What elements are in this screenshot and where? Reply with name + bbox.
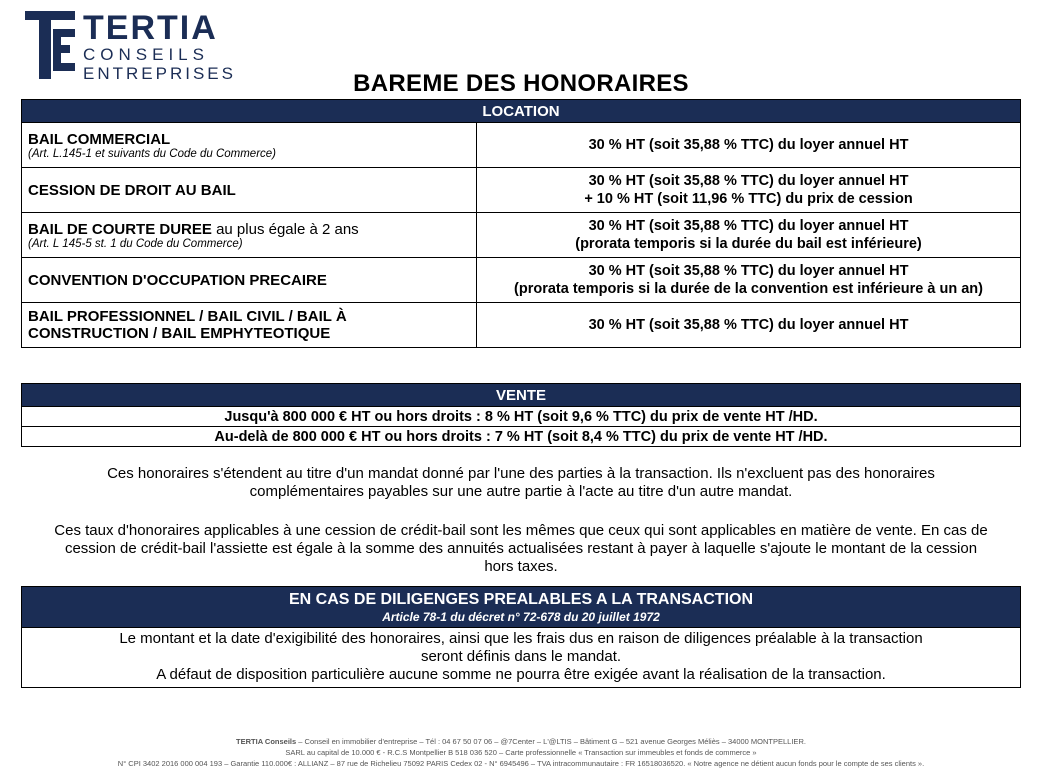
row-value [477, 168, 1021, 213]
row-label-bold: BAIL PROFESSIONNEL / BAIL CIVIL / BAIL À CONSTRUCTION / BAIL EMPHYTEOTIQUE [28, 308, 347, 342]
paragraph-mandat [30, 465, 1012, 501]
logo-line-1: TERTIA [83, 9, 218, 47]
row-label [22, 168, 477, 213]
paragraph-line: Ces taux d'honoraires applicables à une cession de crédit-bail sont les mêmes que ceux qui sont applicables en matière de vente. En cas de [54, 522, 988, 539]
row-label-bold: CESSION DE DROIT AU BAIL [28, 181, 236, 199]
diligences-table [21, 586, 1021, 688]
row-value-line-1: 30 % HT (soit 35,88 % TTC) du loyer annuel HT [588, 137, 909, 153]
vente-rate-1: Jusqu'à 800 000 € HT ou hors droits : 8 % HT (soit 9,6 % TTC) du prix de vente HT /HD. [22, 407, 1021, 427]
row-label-bold: BAIL COMMERCIAL [28, 130, 171, 148]
row-value [477, 258, 1021, 303]
row-value-line-2: (prorata temporis si la durée du bail est inférieure) [575, 236, 922, 252]
footer-line-1-rest: – Conseil en immobilier d'entreprise – Tél : 04 67 50 07 06 – @7Center – L'@LTIS – Bâtiment G – 521 avenue Georges Méliès – 34000 MONTPELLIER. [296, 737, 806, 746]
page-title: BAREME DES HONORAIRES [353, 70, 689, 97]
paragraph-line: Ces honoraires s'étendent au titre d'un mandat donné par l'une des parties à la transaction. Ils n'excluent pas des honoraires [107, 465, 935, 482]
diligences-header [22, 587, 1021, 628]
row-label-bold: CONVENTION D'OCCUPATION PRECAIRE [28, 271, 327, 289]
row-value-line-1: 30 % HT (soit 35,88 % TTC) du loyer annuel HT [588, 263, 909, 279]
row-value-line-1: 30 % HT (soit 35,88 % TTC) du loyer annuel HT [588, 173, 909, 189]
row-reference: (Art. L.145-1 et suivants du Code du Commerce) [28, 147, 277, 160]
diligences-subtitle: Article 78-1 du décret n° 72-678 du 20 juillet 1972 [382, 610, 660, 624]
paragraph-line: complémentaires payables sur une autre partie à l'acte au titre d'un autre mandat. [249, 483, 793, 500]
row-value [477, 303, 1021, 348]
table-row [22, 123, 1021, 168]
row-label [22, 258, 477, 303]
row-value-line-2: + 10 % HT (soit 11,96 % TTC) du prix de cession [584, 191, 913, 207]
diligences-title: EN CAS DE DILIGENGES PREALABLES A LA TRANSACTION [288, 591, 754, 608]
paragraph-line: hors taxes. [484, 558, 558, 575]
table-row [22, 168, 1021, 213]
paragraph-credit-bail [30, 522, 1012, 576]
paragraph-line: cession de crédit-bail l'assiette est égale à la somme des annuités actualisées restant à payer à laquelle s'ajoute le montant de la cession [64, 540, 978, 557]
row-value-line-1: 30 % HT (soit 35,88 % TTC) du loyer annuel HT [588, 317, 909, 333]
vente-table [21, 383, 1021, 447]
footer-line-2: SARL au capital de 10.000 € - R.C.S Montpellier B 518 036 520 – Carte professionnelle « Transaction sur immeubles et fonds de commerce » [285, 748, 757, 757]
row-label [22, 303, 477, 348]
footer-line-1 [0, 736, 1042, 747]
diligences-body [22, 628, 1021, 688]
location-header: LOCATION [22, 100, 1021, 123]
table-row [22, 213, 1021, 258]
logo-line-3: ENTREPRISES [83, 64, 236, 83]
table-row [22, 407, 1021, 427]
row-value [477, 213, 1021, 258]
row-value [477, 123, 1021, 168]
table-row [22, 303, 1021, 348]
row-reference: (Art. L 145-5 st. 1 du Code du Commerce) [28, 237, 243, 250]
row-label [22, 123, 477, 168]
row-label-rest: au plus égale à 2 ans [211, 220, 359, 238]
page-footer [0, 736, 1042, 769]
diligences-line: Le montant et la date d'exigibilité des honoraires, ainsi que les frais dus en raison de diligences préalable à la transaction [119, 630, 923, 647]
table-row [22, 427, 1021, 447]
row-label-bold: BAIL DE COURTE DUREE [28, 220, 212, 238]
footer-line-3: N° CPI 3402 2016 000 004 193 – Garantie 110.000€ : ALLIANZ – 87 rue de Richelieu 75092 PARIS Cedex 02 - N° 6945496 – TVA intracommunautaire : FR 16518036520. « Notre agence ne détient aucun fonds pour le compte de ses clients ». [117, 759, 925, 768]
row-label [22, 213, 477, 258]
footer-company: TERTIA Conseils [236, 737, 297, 746]
diligences-line: A défaut de disposition particulière aucune somme ne pourra être exigée avant la réalisation de la transaction. [156, 666, 886, 683]
location-table [21, 99, 1021, 348]
logo-line-2: CONSEILS [83, 45, 209, 64]
vente-rate-2: Au-delà de 800 000 € HT ou hors droits : 7 % HT (soit 8,4 % TTC) du prix de vente HT /HD. [22, 427, 1021, 447]
vente-header: VENTE [22, 384, 1021, 407]
diligences-line: seront définis dans le mandat. [420, 648, 622, 665]
tertia-logo-icon [25, 11, 75, 79]
row-value-line-2: (prorata temporis si la durée de la convention est inférieure à un an) [514, 281, 983, 297]
row-value-line-1: 30 % HT (soit 35,88 % TTC) du loyer annuel HT [588, 218, 909, 234]
table-row [22, 258, 1021, 303]
